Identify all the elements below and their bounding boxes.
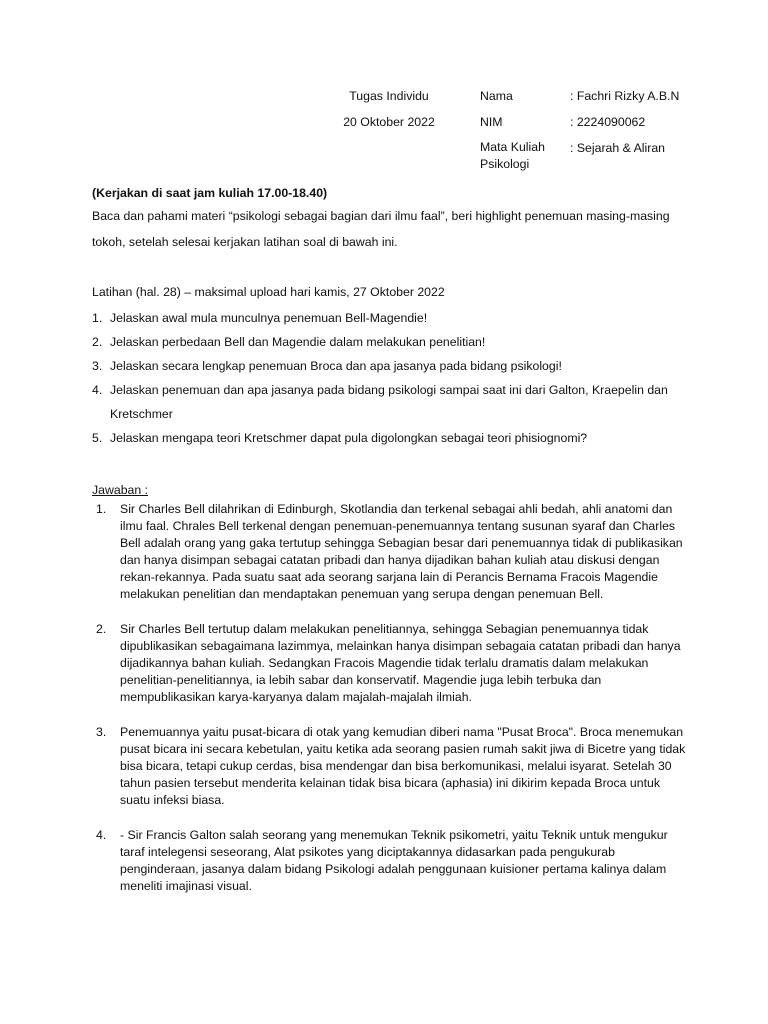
question-text: Jelaskan awal mula munculnya penemuan Bell-Magendie!: [110, 311, 428, 325]
list-item: [92, 306, 692, 330]
exercise-section: [92, 282, 692, 450]
list-item: [92, 354, 692, 378]
question-number: 1.: [92, 311, 103, 325]
instructions: [92, 183, 692, 255]
student-id-row: [480, 113, 710, 131]
field-label: Nama: [480, 89, 513, 103]
question-text: Jelaskan secara lengkap penemuan Broca dan apa jasanya pada bidang psikologi!: [110, 359, 562, 373]
list-item: [92, 426, 692, 450]
question-number: 5.: [92, 431, 103, 445]
question-number: 3.: [92, 359, 103, 373]
answer-text: Penemuannya yaitu pusat-bicara di otak yang kemudian diberi nama "Pusat Broca". Broca menemukan pusat bicara ini secara kebetulan, yaitu ketika ada seorang pasien rumah sakit jiwa di Bicetre yang tidak bisa bicara, tetapi cukup cerdas, bisa mendengar dan bisa berkomunikasi, melalui isyarat. Setelah 30 tahun pasien tersebut menderita kelainan tidak bisa bicara (aphasia) ini dikirim kepada Broca untuk suatu infeksi biasa.: [120, 725, 686, 807]
question-text: Jelaskan perbedaan Bell dan Magendie dalam melakukan penelitian!: [110, 335, 486, 349]
question-text: Jelaskan mengapa teori Kretschmer dapat pula digolongkan sebagai teori phisiognomi?: [110, 431, 588, 445]
answer-list: [96, 501, 686, 913]
field-value: : Sejarah & Aliran: [570, 141, 666, 155]
answers-heading: Jawaban :: [92, 483, 149, 497]
student-info: [480, 87, 710, 181]
answer-number: 2.: [96, 622, 107, 636]
question-number: 2.: [92, 335, 103, 349]
schedule-note: (Kerjakan di saat jam kuliah 17.00-18.40): [92, 186, 328, 200]
assignment-info: [334, 87, 444, 139]
answer-text: Sir Charles Bell dilahrikan di Edinburgh, Skotlandia dan terkenal sebagai ahli bedah, ahli anatomi dan ilmu faal. Chrales Bell terkenal dengan penemuan-penemuannya tentang susunan syaraf dan Charles Bell adalah orang yang gaka tertutup sehingga Sebagian besar dari penemuannya tidak di publikasikan dan hanya disimpan sebagai catatan pribadi dan hanya dijadikan bahan kuliah atau diskusi dengan rekan-rekannya. Pada suatu saat ada seorang sarjana lain di Perancis Bernama Fracois Magendie melakukan penelitian dan mendaptakan penemuan yang serupa dengan penemuan Bell.: [120, 502, 683, 601]
answer-item: [96, 501, 686, 603]
field-value: : 2224090062: [570, 115, 646, 129]
course-row: [480, 139, 710, 173]
question-text: Jelaskan penemuan dan apa jasanya pada bidang psikologi sampai saat ini dari Galton, Kraepelin dan Kretschmer: [110, 383, 668, 421]
list-item: [92, 330, 692, 354]
answer-number: 4.: [96, 828, 107, 842]
question-list: [92, 306, 692, 450]
instruction-text: Baca dan pahami materi “psikologi sebagai bagian dari ilmu faal”, beri highlight penemuan masing-masing tokoh, setelah selesai kerjakan latihan soal di bawah ini.: [92, 209, 670, 249]
field-label: Mata Kuliah Psikologi: [480, 140, 545, 171]
assignment-type: Tugas Individu: [349, 89, 429, 103]
answer-item: [96, 621, 686, 706]
exercise-heading: Latihan (hal. 28) – maksimal upload hari kamis, 27 Oktober 2022: [92, 285, 445, 299]
assignment-date: 20 Oktober 2022: [343, 115, 435, 129]
list-item: [92, 378, 692, 426]
student-name-row: [480, 87, 710, 105]
question-number: 4.: [92, 383, 103, 397]
answer-text: - Sir Francis Galton salah seorang yang menemukan Teknik psikometri, yaitu Teknik untuk mengukur taraf intelegensi seseorang, Alat psikotes yang diciptakannya didasarkan pada pengukurab penginderaan, jasanya dalam bidang Psikologi adalah penggunaan kuisioner pertama kalinya dalam meneliti imajinasi visual.: [120, 828, 668, 893]
answer-number: 1.: [96, 502, 107, 516]
field-label: NIM: [480, 115, 503, 129]
answer-item: [96, 827, 686, 895]
answer-number: 3.: [96, 725, 107, 739]
answer-item: [96, 724, 686, 809]
answer-text: Sir Charles Bell tertutup dalam melakukan penelitiannya, sehingga Sebagian penemuannya tidak dipublikasikan sebagaimana lazimmya, melainkan hanya disimpan sebagaia catatan pribadi dan hanya dijadikannya bahan kuliah. Sedangkan Fracois Magendie tidak terlalu dramatis dalam melakukan penelitian-penelitiannya, ia lebih sabar dan konservatif. Magendie juga lebih terbuka dan mempublikasikan karya-karyanya dalam majalah-majalah ilmiah.: [120, 622, 681, 704]
field-value: : Fachri Rizky A.B.N: [570, 89, 680, 103]
